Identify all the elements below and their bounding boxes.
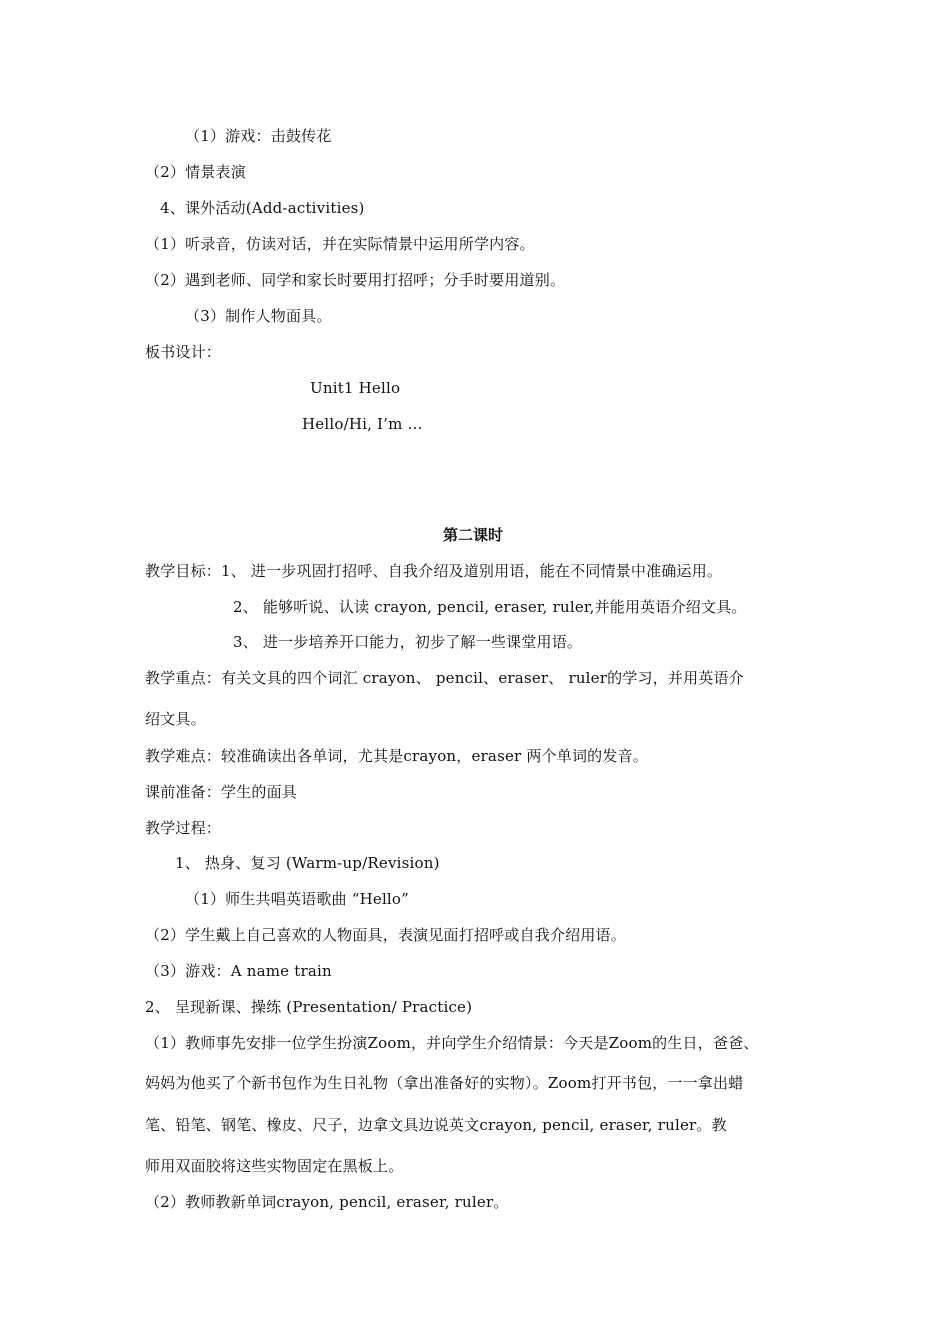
activity-drum-game: （1）游戏：击鼓传花: [185, 127, 332, 145]
step-1-item-2: （2）学生戴上自己喜欢的人物面具，表演见面打招呼或自我介绍用语。: [145, 926, 626, 944]
process-label: 教学过程：: [145, 819, 222, 837]
lesson-two-title: 第二课时: [443, 526, 504, 544]
step-2-item-1-line-1: （1）教师事先安排一位学生扮演Zoom，并向学生介绍情景：今天是Zoom的生日，爸爸、: [145, 1034, 759, 1052]
preparation-line: 课前准备：学生的面具: [145, 783, 298, 801]
step-2-item-2: （2）教师教新单词crayon, pencil, eraser, ruler。: [145, 1193, 509, 1211]
difficulty-line: 教学难点：较准确读出各单词，尤其是crayon，eraser 两个单词的发音。: [145, 747, 648, 765]
step-2-item-1-line-2: 妈妈为他买了个新书包作为生日礼物（拿出准备好的实物）。Zoom打开书包，一一拿出蜡: [145, 1074, 744, 1092]
board-line-unit: Unit1 Hello: [310, 379, 401, 397]
activity-role-play: （2）情景表演: [145, 163, 246, 181]
teaching-goal-1: 教学目标：1、 进一步巩固打招呼、自我介绍及道别用语，能在不同情景中准确运用。: [145, 562, 723, 580]
step-2-item-1-line-4: 师用双面胶将这些实物固定在黑板上。: [145, 1157, 404, 1175]
board-design-label: 板书设计：: [145, 343, 222, 361]
teaching-goal-3: 3、 进一步培养开口能力，初步了解一些课堂用语。: [233, 633, 583, 651]
add-activity-3: （3）制作人物面具。: [185, 307, 332, 325]
add-activities-heading: 4、课外活动(Add-activities): [160, 199, 365, 217]
step-1-heading: 1、 热身、复习 (Warm-up/Revision): [175, 854, 440, 872]
add-activity-2: （2）遇到老师、同学和家长时要用打招呼；分手时要用道别。: [145, 271, 566, 289]
key-point-line-2: 绍文具。: [145, 710, 206, 728]
add-activity-1: （1）听录音，仿读对话，并在实际情景中运用所学内容。: [145, 235, 535, 253]
teaching-goal-2: 2、 能够听说、认读 crayon, pencil, eraser, ruler,并能用英语介绍文具。: [233, 598, 747, 616]
key-point-line-1: 教学重点：有关文具的四个词汇 crayon、 pencil、eraser、 ruler的学习，并用英语介: [145, 669, 744, 687]
step-1-item-1: （1）师生共唱英语歌曲 “Hello”: [185, 890, 410, 908]
step-2-heading: 2、 呈现新课、操练 (Presentation/ Practice): [145, 998, 473, 1016]
board-line-hello: Hello/Hi, I’m …: [302, 415, 423, 433]
step-1-item-3: （3）游戏：A name train: [145, 962, 332, 980]
step-2-item-1-line-3: 笔、铅笔、钢笔、橡皮、尺子，边拿文具边说英文crayon, pencil, eraser, ruler。教: [145, 1116, 727, 1134]
